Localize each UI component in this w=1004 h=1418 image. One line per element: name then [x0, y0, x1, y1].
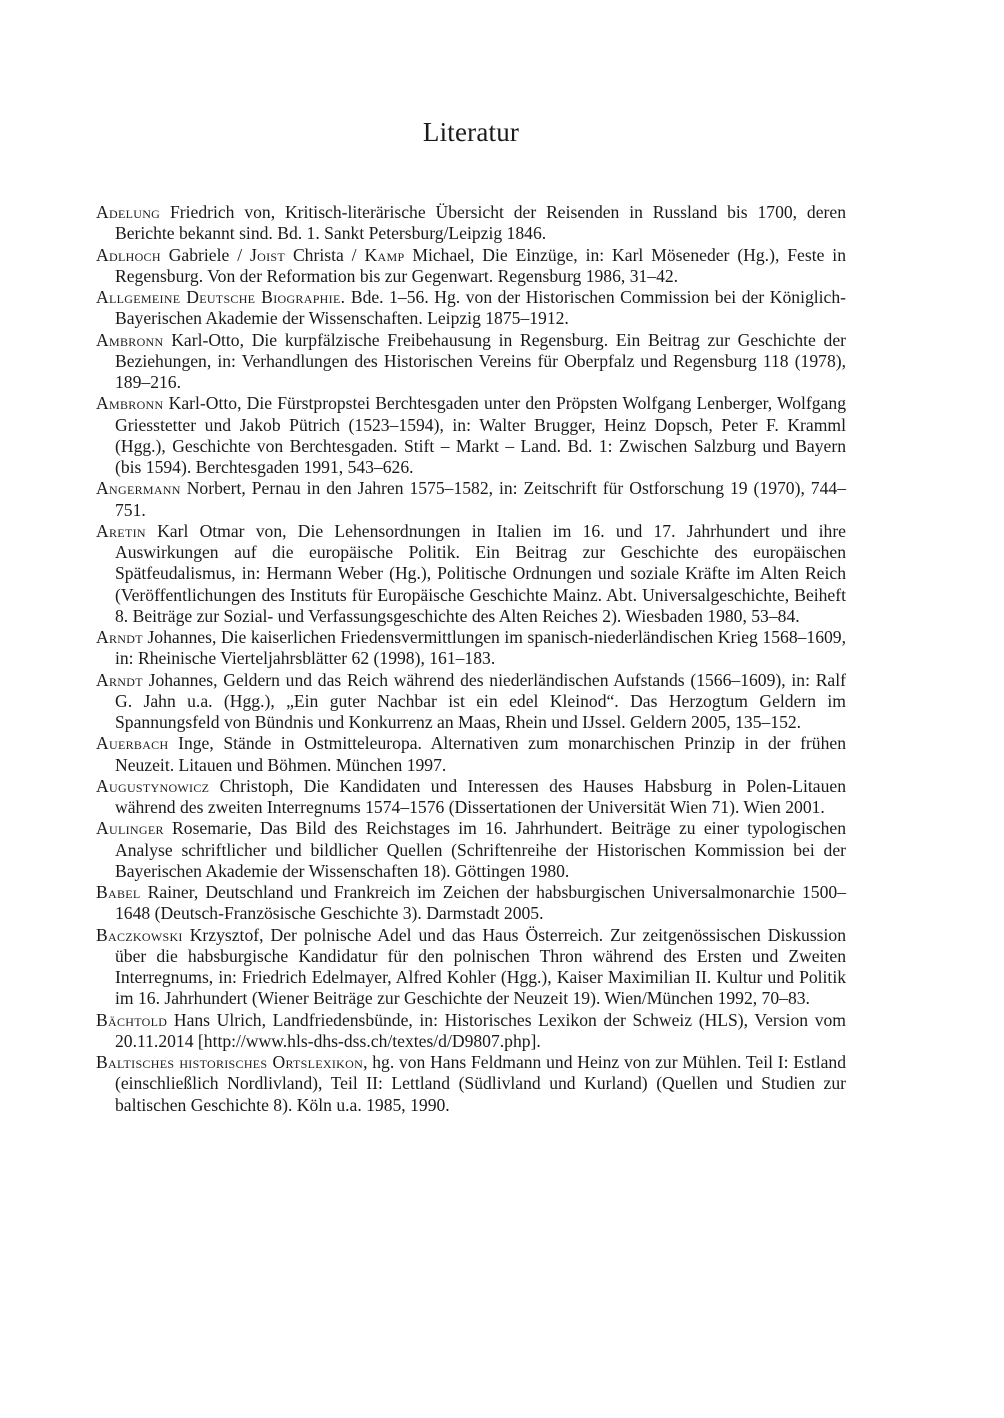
entry-author: Augustynowicz: [96, 775, 210, 796]
entry-author: Aretin: [96, 520, 146, 541]
entry-text: Christa /: [285, 244, 365, 265]
bibliography-entry: [96, 478, 846, 521]
entry-text: Hans Ulrich, Landfriedensbünde, in: Historisches Lexikon der Schweiz (HLS), Version vom 20.11.2014 [http://www.hls-dhs-dss.ch/textes/d/D9807.php].: [115, 1009, 846, 1051]
entry-author: Adlhoch: [96, 244, 161, 265]
entry-author: Adelung: [96, 202, 161, 222]
entry-text: Inge, Stände in Ostmitteleuropa. Alternativen zum monarchischen Prinzip in der frühen Neuzeit. Litauen und Böhmen. München 1997.: [115, 733, 846, 775]
bibliography-entry: [96, 882, 846, 925]
entry-author: Allgemeine Deutsche Biographie.: [96, 287, 346, 307]
entry-author: Ambronn: [96, 393, 164, 414]
bibliography-entry: [96, 1052, 846, 1116]
bibliography-entry: [96, 627, 846, 670]
entry-text: Karl Otmar von, Die Lehensordnungen in Italien im 16. und 17. Jahrhundert und ihre Auswirkungen auf die europäische Politik. Ein Beitrag zur Geschichte des europäischen Spätfeudalismus, in: Hermann Weber (Hg.), Politische Ordnungen und soziale Kräfte im Alten Reich (Veröffentlichungen des Instituts für Europäische Geschichte Mainz. Abt. Universalgeschichte, Beiheft 8. Beiträge zur Sozial- und Verfassungsgeschichte des Alten Reiches 2). Wiesbaden 1980, 53–84.: [115, 520, 846, 626]
bibliography-entry: [96, 202, 846, 245]
entry-author: Baczkowski: [96, 924, 183, 945]
entry-text: , hg. von Hans Feldmann und Heinz von zur Mühlen. Teil I: Estland (einschließlich Nordlivland), Teil II: Lettland (Südlivland und Kurland) (Quellen und Studien zur baltischen Geschichte 8). Köln u.a. 1985, 1990.: [115, 1052, 846, 1115]
entry-text: Bde. 1–56. Hg. von der Historischen Commission bei der Königlich-Bayerischen Akademie der Wissenschaften. Leipzig 1875–1912.: [115, 287, 846, 329]
entry-author: Auerbach: [96, 733, 169, 754]
entry-author: Ambronn: [96, 329, 164, 350]
entry-text: Karl-Otto, Die kurpfälzische Freibehausung in Regensburg. Ein Beitrag zur Geschichte der Beziehungen, in: Verhandlungen des Historischen Vereins für Oberpfalz und Regensburg 118 (1978), 189–216.: [115, 329, 846, 392]
entry-text: Rainer, Deutschland und Frankreich im Zeichen der habsburgischen Universalmonarchie 1500–1648 (Deutsch-Französische Geschichte 3). Darmstadt 2005.: [115, 882, 846, 924]
entry-text: Johannes, Geldern und das Reich während des niederländischen Aufstands (1566–1609), in: Ralf G. Jahn u.a. (Hgg.), „Ein guter Nachbar ist ein edel Kleinod“. Das Herzogtum Geldern im Spannungsfeld von Bündnis und Konkurrenz an Maas, Rhein und IJssel. Geldern 2005, 135–152.: [115, 669, 846, 732]
entry-text: Johannes, Die kaiserlichen Friedensvermittlungen im spanisch-niederländischen Krieg 1568–1609, in: Rheinische Vierteljahrsblätter 62 (1998), 161–183.: [115, 627, 846, 669]
entry-author: Bächtold: [96, 1009, 168, 1030]
entry-author: Joist: [250, 244, 286, 265]
entry-text: Friedrich von, Kritisch-literärische Übersicht der Reisenden in Russland bis 1700, deren Berichte bekannt sind. Bd. 1. Sankt Petersburg/Leipzig 1846.: [115, 202, 846, 244]
bibliography-entry: [96, 925, 846, 1010]
entry-author: Angermann: [96, 478, 181, 499]
page-title: Literatur: [422, 117, 520, 147]
bibliography-entry: [96, 776, 846, 819]
bibliography-list: [96, 202, 846, 1116]
bibliography-entry: [96, 245, 846, 288]
entry-text: Karl-Otto, Die Fürstpropstei Berchtesgaden unter den Pröpsten Wolfgang Lenberger, Wolfgang Griesstetter und Jakob Pütrich (1523–1594), in: Walter Brugger, Heinz Dopsch, Peter F. Kramml (Hgg.), Geschichte von Berchtesgaden. Stift – Markt – Land. Bd. 1: Zwischen Salzburg und Bayern (bis 1594). Berchtesgaden 1991, 543–626.: [115, 393, 846, 477]
bibliography-entry: [96, 330, 846, 394]
bibliography-entry: [96, 1010, 846, 1053]
entry-author: Babel: [96, 882, 141, 902]
entry-text: Rosemarie, Das Bild des Reichstages im 16. Jahrhundert. Beiträge zu einer typologischen Analyse schriftlicher und bildlicher Quellen (Schriftenreihe der Historischen Kommission bei der Bayerischen Akademie der Wissenschaften 18). Göttingen 1980.: [115, 818, 846, 881]
entry-author: Baltisches historisches Ortslexikon: [96, 1052, 364, 1072]
entry-author: Aulinger: [96, 818, 164, 839]
bibliography-entry: [96, 733, 846, 776]
bibliography-page: [96, 112, 846, 1116]
entry-text: Krzysztof, Der polnische Adel und das Haus Österreich. Zur zeitgenössischen Diskussion über die habsburgische Kandidatur für den polnischen Thron während des Ersten und Zweiten Interregnums, in: Friedrich Edelmayer, Alfred Kohler (Hgg.), Kaiser Maximilian II. Kultur und Politik im 16. Jahrhundert (Wiener Beiträge zur Geschichte der Neuzeit 19). Wien/München 1992, 70–83.: [115, 924, 846, 1009]
entry-text: Michael, Die Einzüge, in: Karl Möseneder (Hg.), Feste in Regensburg. Von der Reformation bis zur Gegenwart. Regensburg 1986, 31–42.: [115, 244, 846, 286]
bibliography-entry: [96, 521, 846, 627]
entry-author: Arndt: [96, 627, 143, 647]
entry-author: Kamp: [364, 244, 405, 265]
bibliography-entry: [96, 393, 846, 478]
entry-text: Gabriele /: [160, 244, 251, 265]
bibliography-entry: [96, 670, 846, 734]
bibliography-entry: [96, 287, 846, 330]
entry-text: Norbert, Pernau in den Jahren 1575–1582, in: Zeitschrift für Ostforschung 19 (1970), 744–751.: [115, 478, 846, 520]
bibliography-entry: [96, 818, 846, 882]
entry-text: Christoph, Die Kandidaten und Interessen des Hauses Habsburg in Polen-Litauen während des zweiten Interregnums 1574–1576 (Dissertationen der Universität Wien 71). Wien 2001.: [115, 775, 846, 817]
entry-author: Arndt: [96, 669, 143, 690]
